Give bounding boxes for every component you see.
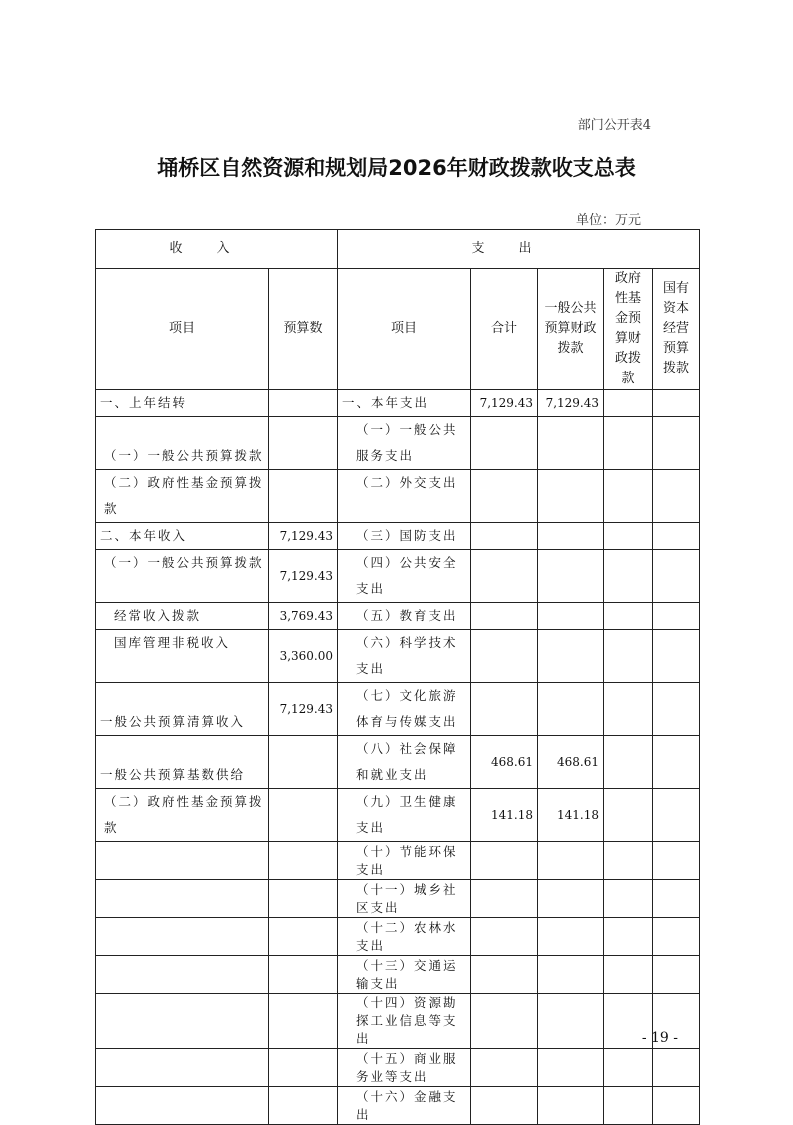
cell-general-budget [538, 918, 604, 956]
unit-label: 单位：万元 [575, 213, 641, 228]
table-row [96, 736, 700, 789]
income-header: 收入 [96, 230, 338, 269]
cell-gov-fund [604, 550, 653, 603]
cell-income-amount: 3,769.43 [269, 603, 338, 630]
cell-general-budget [538, 470, 604, 523]
table-row [96, 630, 700, 683]
cell-total: 468.61 [471, 736, 538, 789]
cell-general-budget [538, 550, 604, 603]
cell-total [471, 550, 538, 603]
column-header-income-amount: 预算数 [269, 269, 338, 390]
cell-gov-fund [604, 603, 653, 630]
cell-income-amount [269, 736, 338, 789]
budget-table [95, 229, 700, 1125]
cell-total: 7,129.43 [471, 390, 538, 417]
cell-income-amount [269, 918, 338, 956]
cell-total [471, 1049, 538, 1087]
cell-general-budget [538, 842, 604, 880]
cell-expense-item: （十三）交通运输支出 [338, 956, 471, 994]
cell-gov-fund [604, 789, 653, 842]
cell-income-amount: 3,360.00 [269, 630, 338, 683]
cell-income-amount [269, 994, 338, 1049]
cell-total [471, 523, 538, 550]
cell-gov-fund [604, 630, 653, 683]
cell-income-item: （二）政府性基金预算拨款 [96, 470, 269, 523]
cell-gov-fund [604, 880, 653, 918]
table-row [96, 603, 700, 630]
cell-state-capital [653, 956, 700, 994]
cell-expense-item: （三）国防支出 [338, 523, 471, 550]
cell-income-amount [269, 1087, 338, 1125]
cell-expense-item: （四）公共安全支出 [338, 550, 471, 603]
cell-total [471, 918, 538, 956]
cell-income-item: 国库管理非税收入 [96, 630, 269, 683]
table-row [96, 417, 700, 470]
cell-total [471, 630, 538, 683]
cell-state-capital [653, 683, 700, 736]
cell-expense-item: （六）科学技术支出 [338, 630, 471, 683]
cell-income-item [96, 1049, 269, 1087]
cell-expense-item: （十）节能环保支出 [338, 842, 471, 880]
cell-income-item: 一般公共预算基数供给 [96, 736, 269, 789]
cell-state-capital [653, 736, 700, 789]
cell-income-item [96, 956, 269, 994]
cell-income-item [96, 842, 269, 880]
cell-state-capital [653, 523, 700, 550]
column-header-total: 合计 [471, 269, 538, 390]
cell-gov-fund [604, 470, 653, 523]
cell-state-capital [653, 470, 700, 523]
cell-income-amount [269, 956, 338, 994]
cell-state-capital [653, 842, 700, 880]
cell-state-capital [653, 1087, 700, 1125]
expense-header: 支出 [338, 230, 700, 269]
cell-state-capital [653, 603, 700, 630]
column-header-general-budget: 一般公共预算财政拨款 [538, 269, 604, 390]
cell-gov-fund [604, 918, 653, 956]
table-row [96, 683, 700, 736]
cell-expense-item: （十五）商业服务业等支出 [338, 1049, 471, 1087]
cell-gov-fund [604, 956, 653, 994]
table-row [96, 880, 700, 918]
cell-general-budget [538, 994, 604, 1049]
cell-income-item: 一、上年结转 [96, 390, 269, 417]
cell-state-capital [653, 789, 700, 842]
cell-expense-item: （八）社会保障和就业支出 [338, 736, 471, 789]
cell-general-budget [538, 956, 604, 994]
cell-income-amount: 7,129.43 [269, 523, 338, 550]
table-row [96, 1049, 700, 1087]
cell-income-amount [269, 390, 338, 417]
cell-expense-item: （十六）金融支出 [338, 1087, 471, 1125]
cell-income-item [96, 880, 269, 918]
cell-income-amount [269, 789, 338, 842]
column-header-income-item: 项目 [96, 269, 269, 390]
cell-income-amount [269, 880, 338, 918]
cell-total [471, 1087, 538, 1125]
column-header-gov-fund: 政府性基金预算财政拨款 [604, 269, 653, 390]
cell-general-budget: 7,129.43 [538, 390, 604, 417]
cell-expense-item: （十二）农林水支出 [338, 918, 471, 956]
cell-total [471, 683, 538, 736]
table-row [96, 523, 700, 550]
cell-income-item: 经常收入拨款 [96, 603, 269, 630]
cell-gov-fund [604, 1049, 653, 1087]
table-row [96, 550, 700, 603]
column-header-expense-item: 项目 [338, 269, 471, 390]
table-label: 部门公开表4 [577, 118, 651, 133]
cell-income-amount: 7,129.43 [269, 683, 338, 736]
table-row [96, 470, 700, 523]
cell-income-item [96, 918, 269, 956]
page-number: - 19 - [641, 1030, 678, 1046]
cell-general-budget [538, 1087, 604, 1125]
cell-gov-fund [604, 842, 653, 880]
cell-income-item: （二）政府性基金预算拨款 [96, 789, 269, 842]
cell-expense-item: （十一）城乡社区支出 [338, 880, 471, 918]
page-title: 埇桥区自然资源和规划局2026年财政拨款收支总表 [157, 156, 636, 180]
cell-expense-item: 一、本年支出 [338, 390, 471, 417]
cell-general-budget [538, 683, 604, 736]
cell-expense-item: （二）外交支出 [338, 470, 471, 523]
cell-income-amount [269, 470, 338, 523]
cell-general-budget [538, 603, 604, 630]
cell-general-budget [538, 417, 604, 470]
cell-general-budget [538, 1049, 604, 1087]
cell-total [471, 880, 538, 918]
table-row [96, 1087, 700, 1125]
table-row [96, 390, 700, 417]
table-row [96, 918, 700, 956]
cell-total [471, 417, 538, 470]
cell-income-amount: 7,129.43 [269, 550, 338, 603]
table-row [96, 789, 700, 842]
cell-income-amount [269, 1049, 338, 1087]
column-header-state-capital: 国有资本经营预算拨款 [653, 269, 700, 390]
cell-state-capital [653, 918, 700, 956]
cell-total [471, 603, 538, 630]
cell-gov-fund [604, 683, 653, 736]
cell-income-item: 一般公共预算清算收入 [96, 683, 269, 736]
cell-total [471, 842, 538, 880]
cell-general-budget [538, 880, 604, 918]
cell-state-capital [653, 417, 700, 470]
cell-income-item [96, 1087, 269, 1125]
cell-income-amount [269, 417, 338, 470]
cell-general-budget: 141.18 [538, 789, 604, 842]
cell-income-item: （一）一般公共预算拨款 [96, 417, 269, 470]
table-row [96, 956, 700, 994]
cell-total [471, 956, 538, 994]
cell-expense-item: （一）一般公共服务支出 [338, 417, 471, 470]
cell-income-item [96, 994, 269, 1049]
cell-state-capital [653, 1049, 700, 1087]
cell-gov-fund [604, 417, 653, 470]
cell-gov-fund [604, 523, 653, 550]
table-row [96, 994, 700, 1049]
cell-income-item: （一）一般公共预算拨款 [96, 550, 269, 603]
cell-gov-fund [604, 390, 653, 417]
cell-state-capital [653, 550, 700, 603]
cell-total [471, 470, 538, 523]
cell-expense-item: （十四）资源勘探工业信息等支出 [338, 994, 471, 1049]
cell-expense-item: （五）教育支出 [338, 603, 471, 630]
table-row [96, 842, 700, 880]
cell-state-capital [653, 630, 700, 683]
cell-income-item: 二、本年收入 [96, 523, 269, 550]
cell-gov-fund [604, 1087, 653, 1125]
cell-state-capital [653, 390, 700, 417]
cell-gov-fund [604, 736, 653, 789]
cell-state-capital [653, 880, 700, 918]
cell-income-amount [269, 842, 338, 880]
cell-total [471, 994, 538, 1049]
cell-expense-item: （九）卫生健康支出 [338, 789, 471, 842]
cell-general-budget: 468.61 [538, 736, 604, 789]
cell-general-budget [538, 523, 604, 550]
cell-general-budget [538, 630, 604, 683]
cell-expense-item: （七）文化旅游体育与传媒支出 [338, 683, 471, 736]
cell-total: 141.18 [471, 789, 538, 842]
